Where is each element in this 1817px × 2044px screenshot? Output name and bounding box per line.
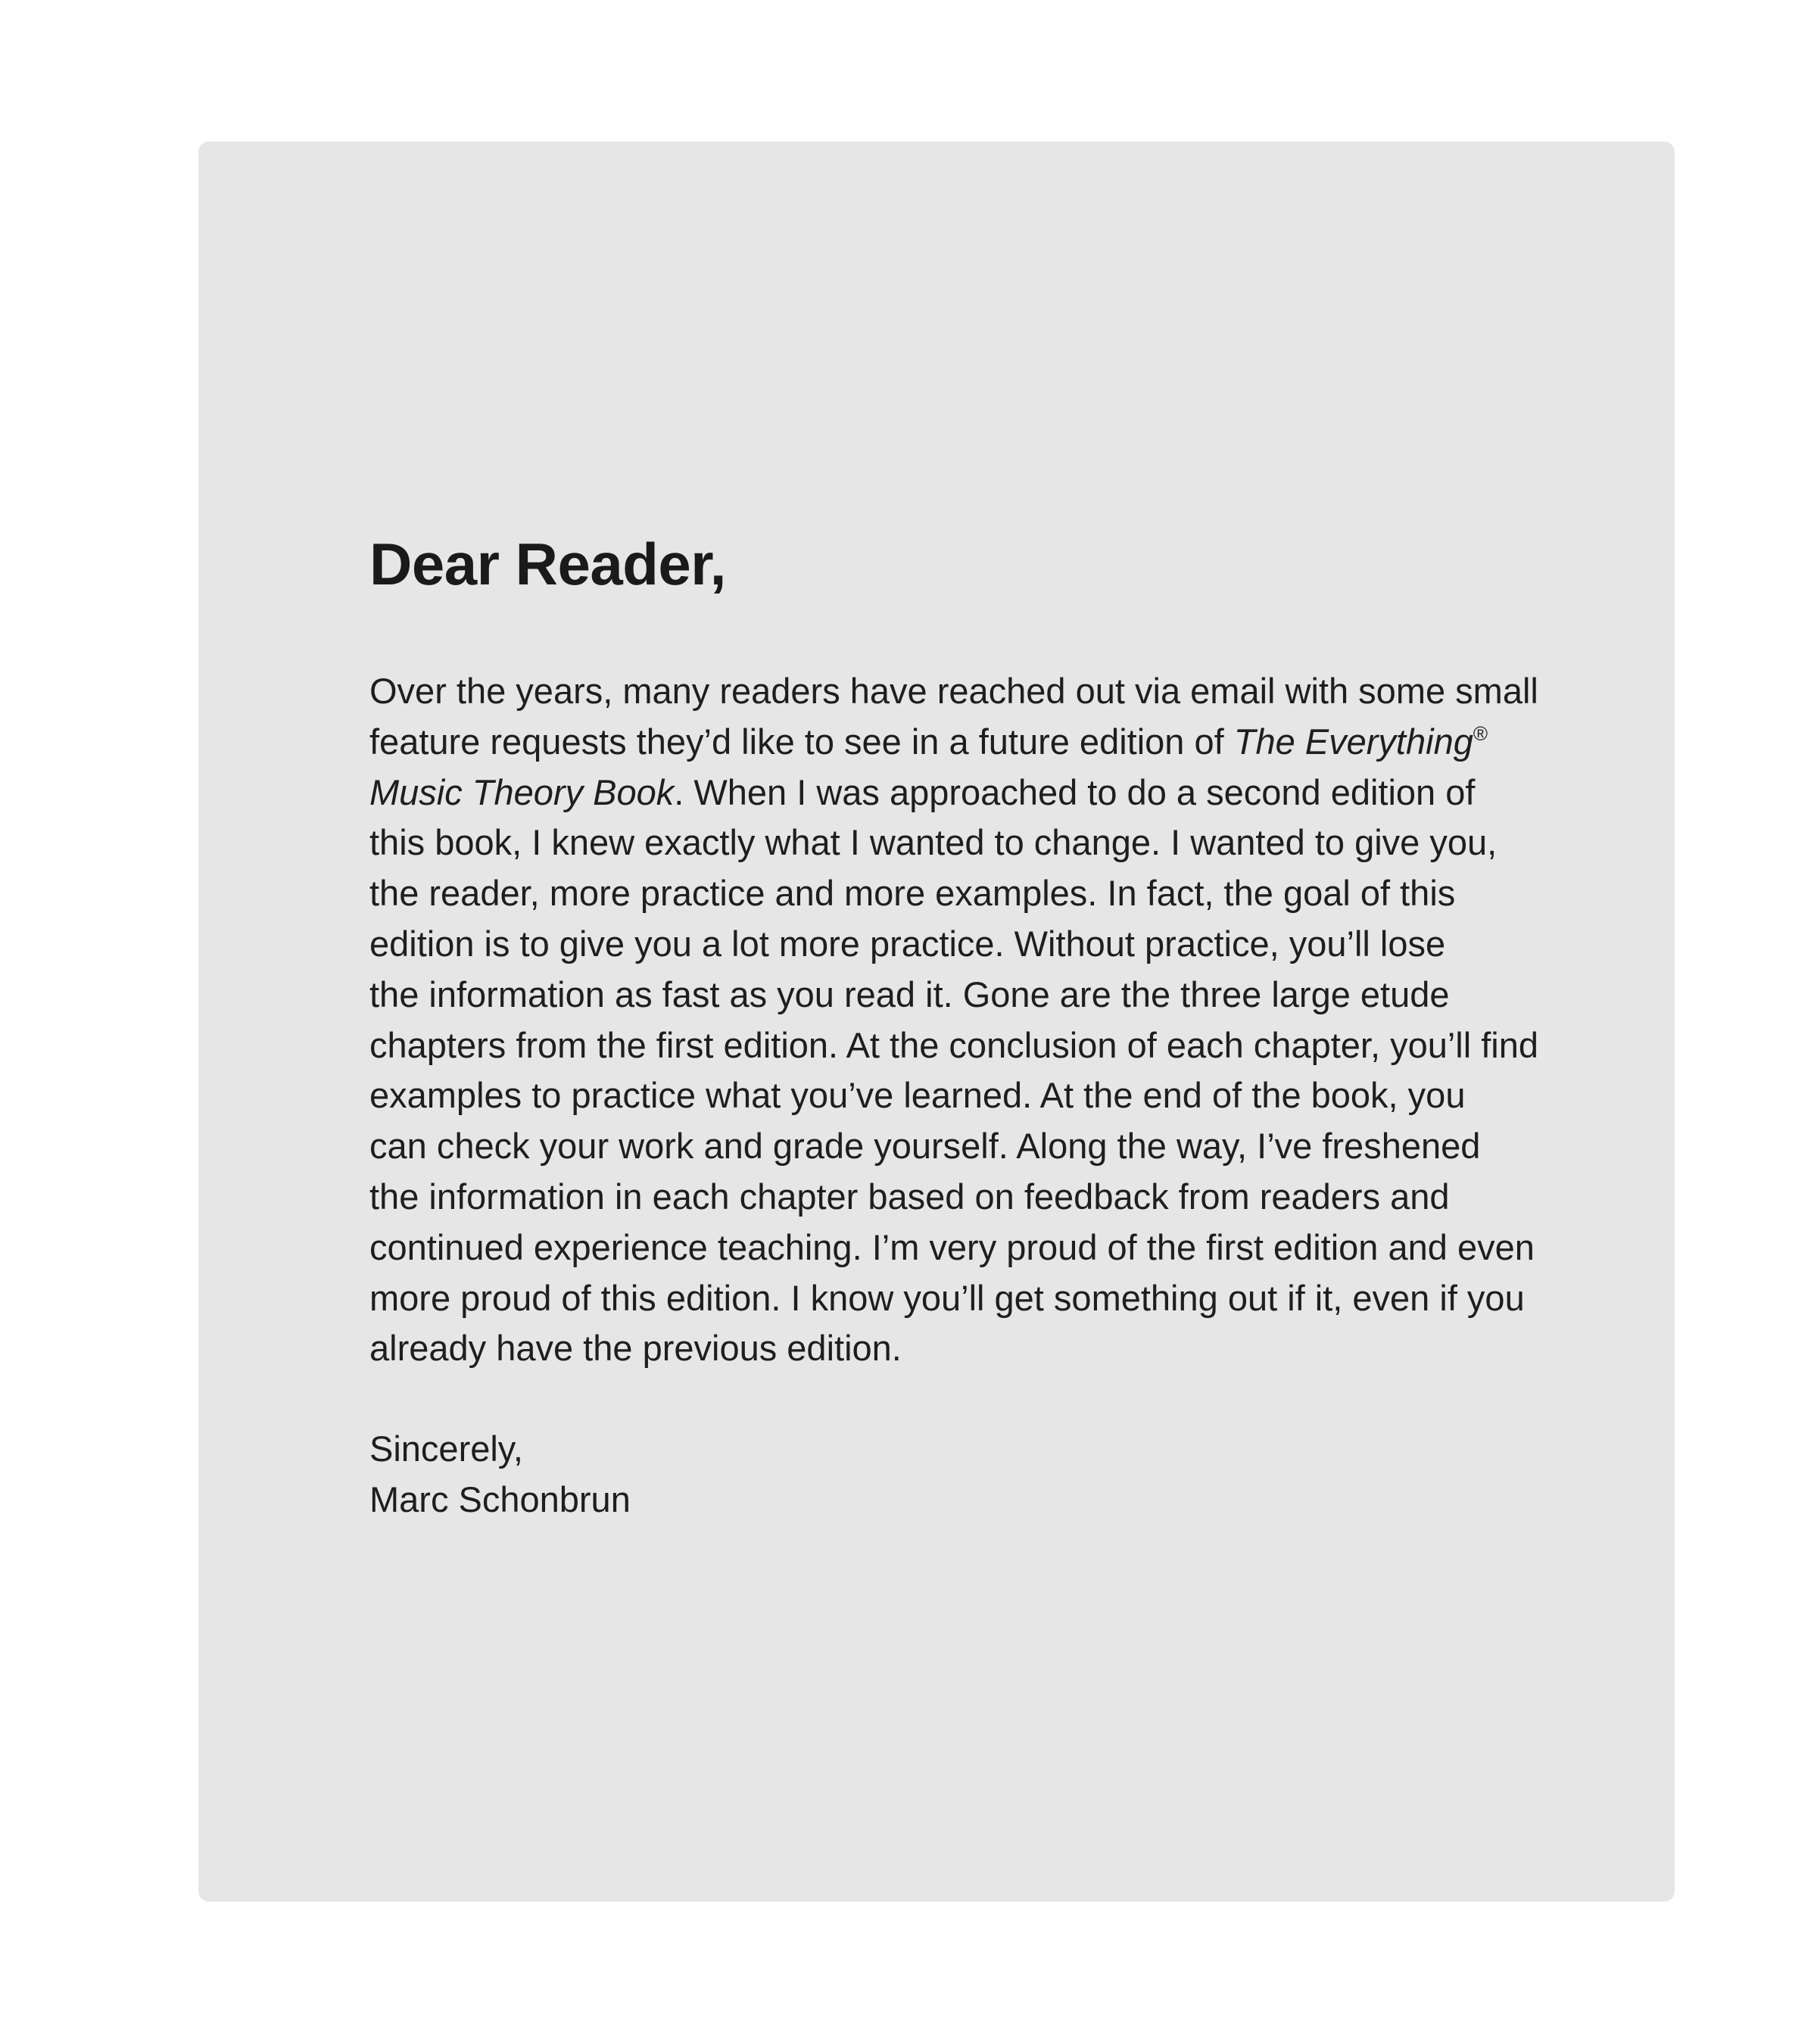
signoff: Sincerely,: [369, 1429, 523, 1469]
body-text-segment: . When I was approached to do a second edition of: [674, 771, 1476, 812]
letter-body: [369, 666, 1539, 1374]
body-text-segment: feature requests they’d like to see in a future edition of: [369, 721, 1234, 762]
body-line: examples to practice what you’ve learned. At the end of the book, you: [369, 1075, 1466, 1116]
body-line: can check your work and grade yourself. Along the way, I’ve freshened: [369, 1126, 1481, 1167]
body-line: [369, 768, 1505, 818]
letter-greeting: Dear Reader,: [369, 531, 726, 597]
body-line: the reader, more practice and more examples. In fact, the goal of this: [369, 873, 1456, 914]
body-line: the information in each chapter based on feedback from readers and: [369, 1176, 1450, 1217]
book-title: The Everything: [1233, 721, 1473, 762]
body-line: continued experience teaching. I’m very proud of the first edition and even: [369, 1226, 1535, 1267]
letter: [369, 522, 1539, 1525]
signature: Marc Schonbrun: [369, 1478, 631, 1519]
body-line: already have the previous edition.: [369, 1328, 902, 1369]
body-line: Over the years, many readers have reached out via email with some small: [369, 671, 1538, 711]
body-line: more proud of this edition. I know you’ll get something out if it, even if you: [369, 1277, 1525, 1318]
letter-closing: [369, 1424, 1520, 1525]
book-title-continued: Music Theory Book: [369, 771, 675, 812]
body-line: this book, I knew exactly what I wanted to change. I wanted to give you,: [369, 822, 1498, 863]
registered-mark: ®: [1473, 721, 1488, 745]
body-line: chapters from the first edition. At the conclusion of each chapter, you’ll find: [369, 1024, 1539, 1065]
body-line: [369, 717, 1505, 768]
body-line: edition is to give you a lot more practice. Without practice, you’ll lose: [369, 923, 1446, 964]
body-line: the information as fast as you read it. Gone are the three large etude: [369, 974, 1450, 1014]
